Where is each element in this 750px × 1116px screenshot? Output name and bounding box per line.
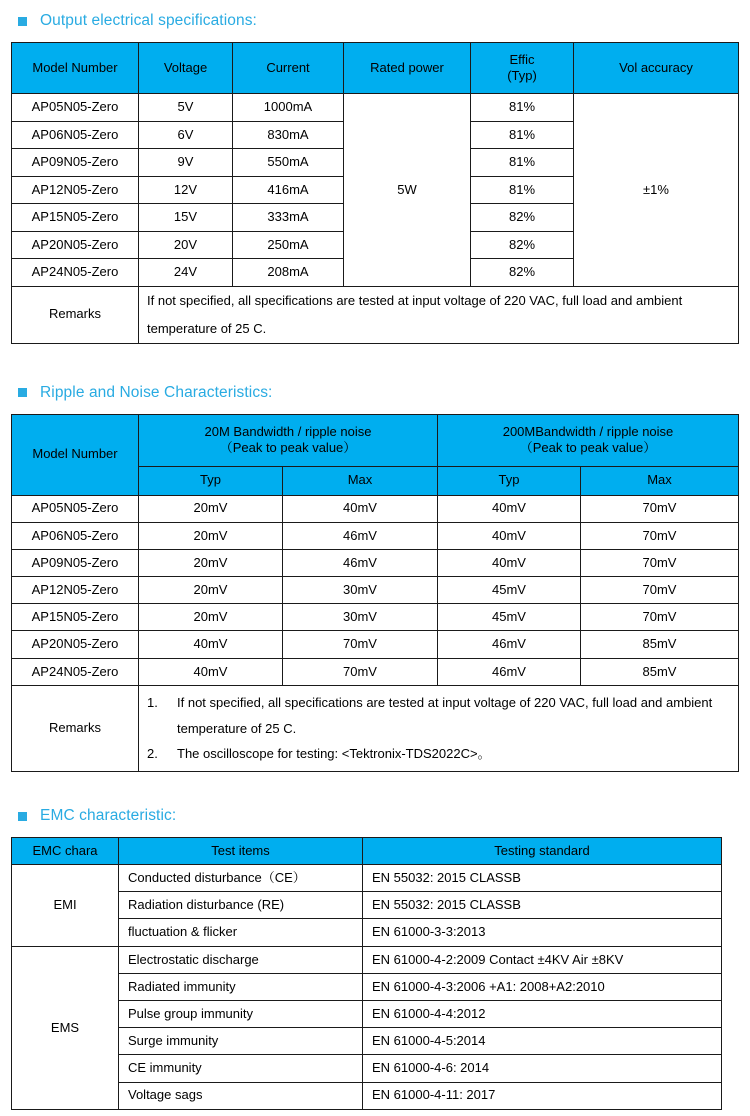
cell-model: AP06N05-Zero — [12, 121, 139, 149]
cell-rated-power: 5W — [344, 94, 471, 287]
header-emc-chara: EMC chara — [12, 838, 119, 865]
cell-20m-typ: 40mV — [139, 658, 283, 685]
header-20m-typ: Typ — [139, 466, 283, 495]
cell-20m-typ: 20mV — [139, 577, 283, 604]
cell-effic: 81% — [471, 176, 574, 204]
header-200m-typ: Typ — [438, 466, 581, 495]
header-200m-max: Max — [581, 466, 739, 495]
cell-model: AP15N05-Zero — [12, 604, 139, 631]
cell-200m-max: 70mV — [581, 577, 739, 604]
cell-200m-typ: 40mV — [438, 495, 581, 522]
emc-characteristic-table — [11, 837, 722, 1110]
cell-testing-standard: EN 61000-4-3:2006 +A1: 2008+A2:2010 — [363, 973, 722, 1000]
cell-model: AP20N05-Zero — [12, 231, 139, 259]
cell-voltage: 9V — [139, 149, 233, 177]
cell-20m-max: 40mV — [283, 495, 438, 522]
cell-current: 250mA — [233, 231, 344, 259]
table-row — [12, 549, 739, 576]
remarks-item-text: The oscilloscope for testing: <Tektronix-TDS2022C>。 — [177, 746, 491, 762]
cell-voltage: 5V — [139, 94, 233, 122]
output-electrical-table — [11, 42, 739, 344]
table-row — [12, 522, 739, 549]
cell-200m-typ: 40mV — [438, 549, 581, 576]
cell-20m-max: 70mV — [283, 658, 438, 685]
header-group-20m — [139, 414, 438, 466]
cell-200m-typ: 46mV — [438, 631, 581, 658]
cell-model: AP12N05-Zero — [12, 176, 139, 204]
cell-20m-typ: 20mV — [139, 604, 283, 631]
cell-current: 830mA — [233, 121, 344, 149]
cell-200m-max: 85mV — [581, 631, 739, 658]
cell-20m-typ: 20mV — [139, 549, 283, 576]
remarks-label: Remarks — [12, 286, 139, 343]
section-title-ripple: Ripple and Noise Characteristics: — [40, 383, 273, 401]
cell-20m-max: 46mV — [283, 522, 438, 549]
remarks-item-number: 1. — [147, 694, 158, 710]
remarks-label: Remarks — [12, 685, 139, 771]
cell-model: AP24N05-Zero — [12, 658, 139, 685]
header-model-number: Model Number — [12, 414, 139, 495]
section-heading-output — [11, 12, 739, 30]
cell-20m-typ: 20mV — [139, 495, 283, 522]
header-group-200m — [438, 414, 739, 466]
cell-200m-max: 70mV — [581, 522, 739, 549]
header-group-20m-line1: 20M Bandwidth / ripple noise — [204, 423, 372, 439]
cell-test-item: Surge immunity — [119, 1028, 363, 1055]
section-heading-ripple — [11, 384, 739, 402]
remarks-row — [12, 685, 739, 771]
ripple-noise-table — [11, 414, 739, 773]
cell-effic: 81% — [471, 149, 574, 177]
cell-testing-standard: EN 61000-4-11: 2017 — [363, 1082, 722, 1109]
cell-current: 333mA — [233, 204, 344, 232]
table-row — [12, 1000, 722, 1027]
cell-model: AP09N05-Zero — [12, 549, 139, 576]
cell-testing-standard: EN 61000-4-6: 2014 — [363, 1055, 722, 1082]
cell-effic: 81% — [471, 121, 574, 149]
table-header-row — [12, 838, 722, 865]
cell-model: AP05N05-Zero — [12, 495, 139, 522]
cell-effic: 82% — [471, 231, 574, 259]
cell-model: AP12N05-Zero — [12, 577, 139, 604]
cell-current: 208mA — [233, 259, 344, 287]
remarks-list-cell — [139, 685, 739, 771]
header-effic — [471, 43, 574, 94]
cell-20m-typ: 20mV — [139, 522, 283, 549]
cell-model: AP24N05-Zero — [12, 259, 139, 287]
cell-20m-max: 46mV — [283, 549, 438, 576]
table-row — [12, 919, 722, 946]
cell-emc-category: EMS — [12, 946, 119, 1109]
cell-voltage: 15V — [139, 204, 233, 232]
table-row — [12, 604, 739, 631]
cell-model: AP05N05-Zero — [12, 94, 139, 122]
cell-20m-max: 30mV — [283, 577, 438, 604]
cell-20m-max: 70mV — [283, 631, 438, 658]
header-model-number: Model Number — [12, 43, 139, 94]
cell-test-item: Voltage sags — [119, 1082, 363, 1109]
cell-200m-max: 85mV — [581, 658, 739, 685]
cell-current: 550mA — [233, 149, 344, 177]
cell-testing-standard: EN 61000-4-4:2012 — [363, 1000, 722, 1027]
cell-test-item: Radiation disturbance (RE) — [119, 892, 363, 919]
cell-test-item: Conducted disturbance（CE） — [119, 865, 363, 892]
table-row — [12, 631, 739, 658]
remarks-row — [12, 286, 739, 343]
cell-voltage: 24V — [139, 259, 233, 287]
header-group-200m-line2: （Peak to peak value） — [519, 440, 657, 455]
cell-testing-standard: EN 55032: 2015 CLASSB — [363, 865, 722, 892]
header-rated-power: Rated power — [344, 43, 471, 94]
table-group-header-row — [12, 414, 739, 466]
cell-20m-typ: 40mV — [139, 631, 283, 658]
cell-200m-max: 70mV — [581, 604, 739, 631]
table-row — [12, 94, 739, 122]
header-test-items: Test items — [119, 838, 363, 865]
table-header-row — [12, 43, 739, 94]
cell-test-item: Radiated immunity — [119, 973, 363, 1000]
table-row — [12, 1055, 722, 1082]
cell-test-item: Electrostatic discharge — [119, 946, 363, 973]
table-row — [12, 973, 722, 1000]
section-spacer — [11, 344, 739, 384]
header-current: Current — [233, 43, 344, 94]
table-row — [12, 865, 722, 892]
section-title-emc: EMC characteristic: — [40, 807, 177, 825]
cell-200m-typ: 45mV — [438, 577, 581, 604]
cell-200m-typ: 40mV — [438, 522, 581, 549]
table-row — [12, 946, 722, 973]
remarks-item-number: 2. — [147, 746, 158, 762]
section-spacer — [11, 772, 739, 807]
square-bullet-icon — [18, 812, 27, 821]
remarks-list-item — [147, 690, 730, 741]
top-spacer — [11, 0, 739, 12]
header-20m-max: Max — [283, 466, 438, 495]
header-effic-line2: (Typ) — [507, 68, 537, 83]
cell-effic: 82% — [471, 259, 574, 287]
cell-current: 1000mA — [233, 94, 344, 122]
cell-test-item: fluctuation & flicker — [119, 919, 363, 946]
cell-200m-typ: 45mV — [438, 604, 581, 631]
table-row — [12, 577, 739, 604]
remarks-item-text: If not specified, all specifications are tested at input voltage of 220 VAC, full load and ambient temperature of 25 C. — [177, 694, 713, 736]
cell-voltage: 12V — [139, 176, 233, 204]
cell-20m-max: 30mV — [283, 604, 438, 631]
cell-effic: 82% — [471, 204, 574, 232]
header-vol-accuracy: Vol accuracy — [574, 43, 739, 94]
remarks-list-item — [147, 741, 730, 767]
table-row — [12, 658, 739, 685]
cell-test-item: CE immunity — [119, 1055, 363, 1082]
cell-testing-standard: EN 61000-4-5:2014 — [363, 1028, 722, 1055]
section-title-output: Output electrical specifications: — [40, 12, 257, 29]
header-group-20m-line2: （Peak to peak value） — [219, 440, 357, 455]
table-row — [12, 495, 739, 522]
cell-voltage: 20V — [139, 231, 233, 259]
cell-vol-accuracy: ±1% — [574, 94, 739, 287]
table-row — [12, 1082, 722, 1109]
square-bullet-icon — [18, 17, 27, 26]
cell-voltage: 6V — [139, 121, 233, 149]
section-heading-emc — [11, 807, 739, 825]
remarks-text: If not specified, all specifications are tested at input voltage of 220 VAC, full load and ambient temperature of 25 C. — [139, 286, 739, 343]
header-testing-standard: Testing standard — [363, 838, 722, 865]
cell-model: AP06N05-Zero — [12, 522, 139, 549]
header-voltage: Voltage — [139, 43, 233, 94]
header-group-200m-line1: 200MBandwidth / ripple noise — [502, 423, 674, 439]
header-effic-line1: Effic — [509, 51, 535, 67]
cell-model: AP09N05-Zero — [12, 149, 139, 177]
cell-model: AP15N05-Zero — [12, 204, 139, 232]
table-row — [12, 892, 722, 919]
cell-test-item: Pulse group immunity — [119, 1000, 363, 1027]
cell-current: 416mA — [233, 176, 344, 204]
cell-200m-max: 70mV — [581, 495, 739, 522]
square-bullet-icon — [18, 388, 27, 397]
remarks-list — [147, 690, 730, 767]
table-row — [12, 1028, 722, 1055]
cell-testing-standard: EN 55032: 2015 CLASSB — [363, 892, 722, 919]
cell-200m-max: 70mV — [581, 549, 739, 576]
cell-testing-standard: EN 61000-4-2:2009 Contact ±4KV Air ±8KV — [363, 946, 722, 973]
cell-testing-standard: EN 61000-3-3:2013 — [363, 919, 722, 946]
cell-emc-category: EMI — [12, 865, 119, 947]
cell-effic: 81% — [471, 94, 574, 122]
cell-model: AP20N05-Zero — [12, 631, 139, 658]
cell-200m-typ: 46mV — [438, 658, 581, 685]
